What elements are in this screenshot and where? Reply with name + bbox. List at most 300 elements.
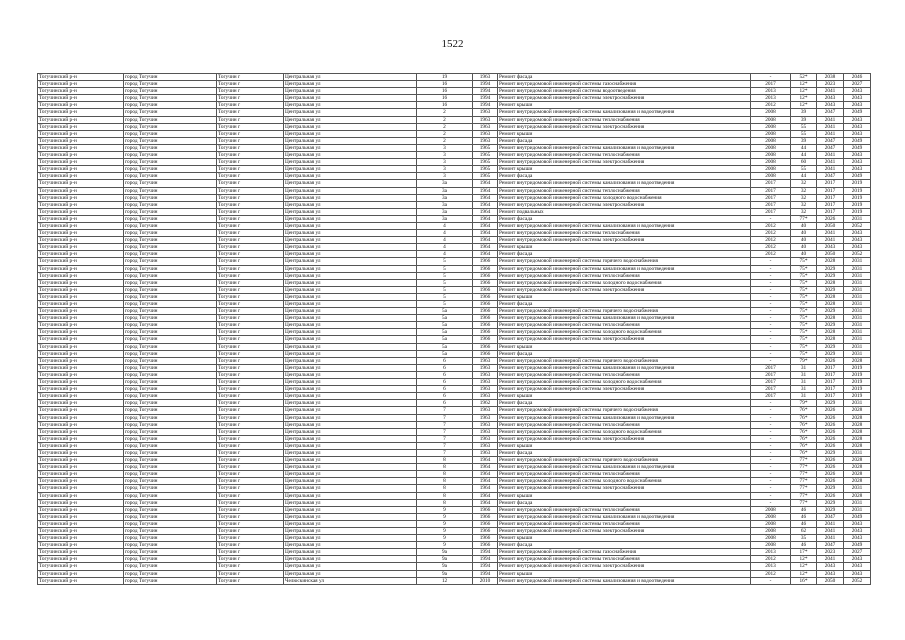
cell-locality: Тогучин г	[217, 173, 284, 180]
cell-planned-start: 2041	[817, 88, 844, 95]
table-row	[38, 435, 871, 442]
cell-last-repair-year: -	[751, 499, 791, 506]
cell-planned-end: 2031	[844, 400, 871, 407]
cell-settlement: город Тогучин	[124, 343, 217, 350]
cell-house-number: 3а	[417, 208, 473, 215]
cell-settlement: город Тогучин	[124, 542, 217, 549]
cell-work-type: Ремонт внутридомовой инженерной системы канализования и водоотведения	[498, 364, 751, 371]
cell-work-type: Ремонт внутридомовой инженерной системы горячего водоснабжения	[498, 357, 751, 364]
cell-settlement: город Тогучин	[124, 208, 217, 215]
cell-last-repair-year: 2008	[751, 123, 791, 130]
cell-last-repair-year: 2017	[751, 201, 791, 208]
cell-wear-percent: 60	[791, 159, 817, 166]
cell-street: Центральная ул	[284, 272, 417, 279]
cell-build-year: 1963	[473, 386, 498, 393]
cell-planned-start: 2017	[817, 393, 844, 400]
cell-street: Центральная ул	[284, 563, 417, 570]
cell-work-type: Ремонт внутридомовой инженерной системы холодного водоснабжения	[498, 478, 751, 485]
cell-work-type: Ремонт крыши	[498, 102, 751, 109]
cell-planned-end: 2031	[844, 329, 871, 336]
cell-locality: Тогучин г	[217, 570, 284, 577]
cell-street: Центральная ул	[284, 379, 417, 386]
cell-district: Тогучинский р-н	[38, 180, 124, 187]
cell-planned-start: 2029	[817, 272, 844, 279]
cell-wear-percent: 12*	[791, 563, 817, 570]
cell-settlement: город Тогучин	[124, 293, 217, 300]
cell-locality: Тогучин г	[217, 244, 284, 251]
cell-planned-end: 2019	[844, 187, 871, 194]
cell-planned-end: 2031	[844, 308, 871, 315]
cell-build-year: 1965	[473, 159, 498, 166]
cell-build-year: 1966	[473, 322, 498, 329]
cell-planned-end: 2031	[844, 215, 871, 222]
cell-last-repair-year: 2017	[751, 194, 791, 201]
cell-planned-end: 2043	[844, 556, 871, 563]
cell-district: Тогучинский р-н	[38, 279, 124, 286]
table-row	[38, 350, 871, 357]
cell-work-type: Ремонт внутридомовой инженерной системы горячего водоснабжения	[498, 308, 751, 315]
cell-locality: Тогучин г	[217, 350, 284, 357]
cell-planned-end: 2049	[844, 137, 871, 144]
cell-planned-start: 2050	[817, 577, 844, 584]
cell-last-repair-year: 2017	[751, 208, 791, 215]
cell-locality: Тогучин г	[217, 237, 284, 244]
cell-district: Тогучинский р-н	[38, 95, 124, 102]
cell-last-repair-year: 2012	[751, 570, 791, 577]
cell-work-type: Ремонт фасада	[498, 400, 751, 407]
table-row	[38, 528, 871, 535]
cell-work-type: Ремонт фасада	[498, 251, 751, 258]
cell-build-year: 1966	[473, 343, 498, 350]
cell-settlement: город Тогучин	[124, 535, 217, 542]
cell-district: Тогучинский р-н	[38, 442, 124, 449]
cell-build-year: 1963	[473, 442, 498, 449]
cell-settlement: город Тогучин	[124, 173, 217, 180]
cell-house-number: 5	[417, 265, 473, 272]
cell-wear-percent: 46	[791, 513, 817, 520]
table-row	[38, 315, 871, 322]
cell-settlement: город Тогучин	[124, 123, 217, 130]
cell-planned-start: 2026	[817, 215, 844, 222]
cell-settlement: город Тогучин	[124, 81, 217, 88]
cell-district: Тогучинский р-н	[38, 528, 124, 535]
table-row	[38, 499, 871, 506]
cell-work-type: Ремонт фасада	[498, 542, 751, 549]
cell-wear-percent: 40	[791, 237, 817, 244]
cell-work-type: Ремонт крыши	[498, 130, 751, 137]
cell-planned-start: 2041	[817, 520, 844, 527]
table-row	[38, 400, 871, 407]
cell-settlement: город Тогучин	[124, 499, 217, 506]
cell-district: Тогучинский р-н	[38, 251, 124, 258]
cell-planned-end: 2049	[844, 144, 871, 151]
cell-build-year: 1963	[473, 74, 498, 81]
cell-work-type: Ремонт внутридомовой инженерной системы газоснабжения	[498, 549, 751, 556]
cell-planned-end: 2043	[844, 123, 871, 130]
cell-district: Тогучинский р-н	[38, 237, 124, 244]
cell-work-type: Ремонт внутридомовой инженерной системы теплоснабжения	[498, 371, 751, 378]
cell-build-year: 1966	[473, 336, 498, 343]
cell-house-number: 9а	[417, 549, 473, 556]
cell-house-number: 8	[417, 457, 473, 464]
cell-planned-start: 2041	[817, 130, 844, 137]
cell-wear-percent: 77*	[791, 215, 817, 222]
cell-planned-end: 2028	[844, 435, 871, 442]
cell-locality: Тогучин г	[217, 180, 284, 187]
cell-planned-start: 2023	[817, 549, 844, 556]
cell-planned-start: 2026	[817, 478, 844, 485]
cell-build-year: 1966	[473, 258, 498, 265]
cell-work-type: Ремонт внутридомовой инженерной системы канализования и водоотведения	[498, 414, 751, 421]
cell-planned-end: 2019	[844, 393, 871, 400]
cell-planned-end: 2043	[844, 237, 871, 244]
cell-street: Центральная ул	[284, 513, 417, 520]
cell-planned-start: 2041	[817, 237, 844, 244]
cell-locality: Тогучин г	[217, 379, 284, 386]
cell-street: Центральная ул	[284, 364, 417, 371]
cell-wear-percent: 32	[791, 194, 817, 201]
cell-street: Центральная ул	[284, 123, 417, 130]
cell-house-number: 5	[417, 286, 473, 293]
cell-planned-start: 2041	[817, 230, 844, 237]
cell-work-type: Ремонт фасада	[498, 137, 751, 144]
table-row	[38, 535, 871, 542]
cell-street: Центральная ул	[284, 194, 417, 201]
cell-wear-percent: 75*	[791, 272, 817, 279]
cell-planned-start: 2026	[817, 428, 844, 435]
cell-planned-end: 2043	[844, 570, 871, 577]
cell-work-type: Ремонт внутридомовой инженерной системы теплоснабжения	[498, 556, 751, 563]
cell-work-type: Ремонт фасада	[498, 350, 751, 357]
cell-build-year: 1994	[473, 563, 498, 570]
cell-district: Тогучинский р-н	[38, 513, 124, 520]
cell-settlement: город Тогучин	[124, 464, 217, 471]
table-row	[38, 442, 871, 449]
cell-build-year: 1963	[473, 421, 498, 428]
cell-last-repair-year: 2008	[751, 535, 791, 542]
cell-settlement: город Тогучин	[124, 478, 217, 485]
cell-planned-end: 2031	[844, 499, 871, 506]
cell-work-type: Ремонт внутридомовой инженерной системы холодного водоснабжения	[498, 329, 751, 336]
cell-house-number: 9	[417, 520, 473, 527]
cell-street: Центральная ул	[284, 237, 417, 244]
cell-district: Тогучинский р-н	[38, 464, 124, 471]
cell-district: Тогучинский р-н	[38, 336, 124, 343]
cell-street: Центральная ул	[284, 293, 417, 300]
cell-wear-percent: 55	[791, 123, 817, 130]
cell-district: Тогучинский р-н	[38, 187, 124, 194]
cell-planned-end: 2043	[844, 535, 871, 542]
cell-work-type: Ремонт внутридомовой инженерной системы горячего водоснабжения	[498, 407, 751, 414]
cell-last-repair-year: -	[751, 442, 791, 449]
cell-street: Центральная ул	[284, 464, 417, 471]
cell-planned-end: 2031	[844, 485, 871, 492]
cell-last-repair-year: -	[751, 464, 791, 471]
cell-last-repair-year: 2012	[751, 222, 791, 229]
cell-planned-start: 2038	[817, 74, 844, 81]
cell-planned-start: 2029	[817, 499, 844, 506]
table-row	[38, 570, 871, 577]
cell-locality: Тогучин г	[217, 159, 284, 166]
cell-planned-end: 2028	[844, 471, 871, 478]
cell-planned-end: 2043	[844, 130, 871, 137]
cell-district: Тогучинский р-н	[38, 428, 124, 435]
cell-district: Тогучинский р-н	[38, 449, 124, 456]
cell-last-repair-year: -	[751, 478, 791, 485]
cell-work-type: Ремонт внутридомовой инженерной системы теплоснабжения	[498, 520, 751, 527]
cell-build-year: 1963	[473, 393, 498, 400]
cell-build-year: 1966	[473, 513, 498, 520]
cell-house-number: 4	[417, 222, 473, 229]
cell-district: Тогучинский р-н	[38, 407, 124, 414]
cell-last-repair-year: 2008	[751, 109, 791, 116]
cell-build-year: 1964	[473, 201, 498, 208]
table-row	[38, 371, 871, 378]
cell-district: Тогучинский р-н	[38, 549, 124, 556]
cell-settlement: город Тогучин	[124, 577, 217, 584]
cell-work-type: Ремонт внутридомовой инженерной системы электроснабжения	[498, 123, 751, 130]
table-row	[38, 449, 871, 456]
cell-street: Центральная ул	[284, 215, 417, 222]
cell-planned-start: 2017	[817, 201, 844, 208]
table-row	[38, 159, 871, 166]
table-row	[38, 109, 871, 116]
cell-planned-start: 2043	[817, 563, 844, 570]
table-row	[38, 166, 871, 173]
cell-planned-end: 2027	[844, 549, 871, 556]
cell-last-repair-year: 2013	[751, 563, 791, 570]
cell-work-type: Ремонт внутридомовой инженерной системы теплоснабжения	[498, 272, 751, 279]
cell-settlement: город Тогучин	[124, 166, 217, 173]
cell-last-repair-year: 2017	[751, 364, 791, 371]
cell-district: Тогучинский р-н	[38, 123, 124, 130]
cell-planned-end: 2031	[844, 343, 871, 350]
cell-last-repair-year: -	[751, 343, 791, 350]
cell-street: Центральная ул	[284, 535, 417, 542]
cell-house-number: 9	[417, 528, 473, 535]
cell-street: Центральная ул	[284, 308, 417, 315]
cell-district: Тогучинский р-н	[38, 414, 124, 421]
cell-planned-end: 2028	[844, 478, 871, 485]
cell-build-year: 1966	[473, 272, 498, 279]
table-row	[38, 379, 871, 386]
cell-planned-start: 2029	[817, 400, 844, 407]
cell-planned-start: 2023	[817, 81, 844, 88]
cell-settlement: город Тогучин	[124, 95, 217, 102]
cell-settlement: город Тогучин	[124, 528, 217, 535]
cell-build-year: 1964	[473, 485, 498, 492]
cell-planned-end: 2049	[844, 173, 871, 180]
cell-district: Тогучинский р-н	[38, 201, 124, 208]
table-row	[38, 293, 871, 300]
cell-settlement: город Тогучин	[124, 379, 217, 386]
cell-house-number: 4	[417, 251, 473, 258]
cell-work-type: Ремонт внутридомовой инженерной системы электроснабжения	[498, 435, 751, 442]
cell-build-year: 1994	[473, 95, 498, 102]
cell-work-type: Ремонт внутридомовой инженерной системы электроснабжения	[498, 237, 751, 244]
cell-district: Тогучинский р-н	[38, 471, 124, 478]
cell-planned-start: 2028	[817, 315, 844, 322]
cell-build-year: 1964	[473, 187, 498, 194]
cell-settlement: город Тогучин	[124, 414, 217, 421]
cell-house-number: 5	[417, 279, 473, 286]
cell-planned-start: 2028	[817, 258, 844, 265]
cell-district: Тогучинский р-н	[38, 492, 124, 499]
cell-locality: Тогучин г	[217, 102, 284, 109]
cell-work-type: Ремонт внутридомовой инженерной системы электроснабжения	[498, 201, 751, 208]
cell-street: Центральная ул	[284, 173, 417, 180]
cell-wear-percent: 31	[791, 386, 817, 393]
cell-wear-percent: 75*	[791, 350, 817, 357]
cell-build-year: 1964	[473, 208, 498, 215]
cell-house-number: 16	[417, 95, 473, 102]
cell-last-repair-year: 2017	[751, 393, 791, 400]
cell-locality: Тогучин г	[217, 485, 284, 492]
cell-district: Тогучинский р-н	[38, 272, 124, 279]
cell-build-year: 1964	[473, 230, 498, 237]
cell-work-type: Ремонт внутридомовой инженерной системы электроснабжения	[498, 386, 751, 393]
cell-settlement: город Тогучин	[124, 485, 217, 492]
cell-planned-start: 2047	[817, 144, 844, 151]
cell-district: Тогучинский р-н	[38, 293, 124, 300]
table-row	[38, 506, 871, 513]
cell-house-number: 9	[417, 542, 473, 549]
cell-street: Центральная ул	[284, 152, 417, 159]
cell-district: Тогучинский р-н	[38, 542, 124, 549]
cell-settlement: город Тогучин	[124, 237, 217, 244]
cell-last-repair-year: 2012	[751, 230, 791, 237]
cell-street: Центральная ул	[284, 144, 417, 151]
cell-planned-end: 2019	[844, 386, 871, 393]
cell-planned-start: 2029	[817, 286, 844, 293]
cell-build-year: 1963	[473, 414, 498, 421]
cell-locality: Тогучин г	[217, 364, 284, 371]
cell-locality: Тогучин г	[217, 166, 284, 173]
cell-planned-start: 2041	[817, 166, 844, 173]
cell-house-number: 12	[417, 577, 473, 584]
cell-work-type: Ремонт внутридомовой инженерной системы электроснабжения	[498, 159, 751, 166]
cell-wear-percent: 77*	[791, 464, 817, 471]
cell-locality: Тогучин г	[217, 95, 284, 102]
table-row	[38, 130, 871, 137]
cell-wear-percent: 39	[791, 137, 817, 144]
cell-settlement: город Тогучин	[124, 563, 217, 570]
cell-work-type: Ремонт внутридомовой инженерной системы горячего водоснабжения	[498, 457, 751, 464]
cell-last-repair-year: 2017	[751, 81, 791, 88]
cell-street: Центральная ул	[284, 265, 417, 272]
cell-settlement: город Тогучин	[124, 393, 217, 400]
cell-planned-start: 2043	[817, 570, 844, 577]
cell-wear-percent: 75*	[791, 258, 817, 265]
cell-last-repair-year: 2012	[751, 251, 791, 258]
cell-locality: Тогучин г	[217, 222, 284, 229]
cell-house-number: 7	[417, 407, 473, 414]
cell-last-repair-year: -	[751, 74, 791, 81]
cell-district: Тогучинский р-н	[38, 116, 124, 123]
cell-house-number: 9	[417, 506, 473, 513]
cell-settlement: город Тогучин	[124, 88, 217, 95]
cell-wear-percent: 75*	[791, 286, 817, 293]
cell-house-number: 5а	[417, 315, 473, 322]
cell-planned-start: 2026	[817, 464, 844, 471]
cell-locality: Тогучин г	[217, 230, 284, 237]
cell-planned-start: 2017	[817, 194, 844, 201]
cell-locality: Тогучин г	[217, 549, 284, 556]
cell-locality: Тогучин г	[217, 492, 284, 499]
cell-street: Центральная ул	[284, 116, 417, 123]
cell-last-repair-year: -	[751, 301, 791, 308]
cell-settlement: город Тогучин	[124, 286, 217, 293]
cell-district: Тогучинский р-н	[38, 222, 124, 229]
cell-last-repair-year: -	[751, 215, 791, 222]
cell-last-repair-year: 2008	[751, 152, 791, 159]
cell-street: Центральная ул	[284, 180, 417, 187]
cell-last-repair-year: 2017	[751, 379, 791, 386]
cell-build-year: 1994	[473, 556, 498, 563]
table-row	[38, 364, 871, 371]
cell-wear-percent: 76*	[791, 449, 817, 456]
cell-planned-start: 2017	[817, 371, 844, 378]
cell-street: Центральная ул	[284, 137, 417, 144]
cell-house-number: 3а	[417, 187, 473, 194]
cell-wear-percent: 12*	[791, 570, 817, 577]
cell-locality: Тогучин г	[217, 457, 284, 464]
cell-locality: Тогучин г	[217, 293, 284, 300]
cell-locality: Тогучин г	[217, 208, 284, 215]
cell-wear-percent: 40	[791, 222, 817, 229]
table-row	[38, 137, 871, 144]
cell-house-number: 5	[417, 293, 473, 300]
cell-district: Тогучинский р-н	[38, 485, 124, 492]
cell-wear-percent: 31	[791, 379, 817, 386]
cell-planned-end: 2019	[844, 379, 871, 386]
cell-house-number: 5	[417, 272, 473, 279]
cell-settlement: город Тогучин	[124, 215, 217, 222]
table-body	[38, 74, 871, 585]
cell-locality: Тогучин г	[217, 315, 284, 322]
cell-street: Центральная ул	[284, 400, 417, 407]
cell-build-year: 1963	[473, 123, 498, 130]
table-row	[38, 286, 871, 293]
cell-district: Тогучинский р-н	[38, 215, 124, 222]
cell-district: Тогучинский р-н	[38, 166, 124, 173]
cell-planned-end: 2043	[844, 563, 871, 570]
cell-locality: Тогучин г	[217, 506, 284, 513]
cell-last-repair-year: 2013	[751, 88, 791, 95]
cell-last-repair-year: -	[751, 329, 791, 336]
table-row	[38, 251, 871, 258]
cell-locality: Тогучин г	[217, 201, 284, 208]
cell-settlement: город Тогучин	[124, 449, 217, 456]
cell-settlement: город Тогучин	[124, 435, 217, 442]
cell-street: Центральная ул	[284, 449, 417, 456]
cell-last-repair-year: 2017	[751, 371, 791, 378]
cell-wear-percent: 12*	[791, 102, 817, 109]
cell-settlement: город Тогучин	[124, 520, 217, 527]
cell-last-repair-year: 2008	[751, 116, 791, 123]
cell-planned-end: 2031	[844, 350, 871, 357]
cell-wear-percent: 75*	[791, 301, 817, 308]
cell-house-number: 3	[417, 144, 473, 151]
table-row	[38, 81, 871, 88]
table-row	[38, 556, 871, 563]
cell-street: Челюскинская ул	[284, 577, 417, 584]
cell-wear-percent: 46	[791, 520, 817, 527]
cell-house-number: 3а	[417, 215, 473, 222]
cell-work-type: Ремонт внутридомовой инженерной системы канализования и водоотведения	[498, 265, 751, 272]
cell-wear-percent: 77*	[791, 457, 817, 464]
cell-district: Тогучинский р-н	[38, 173, 124, 180]
